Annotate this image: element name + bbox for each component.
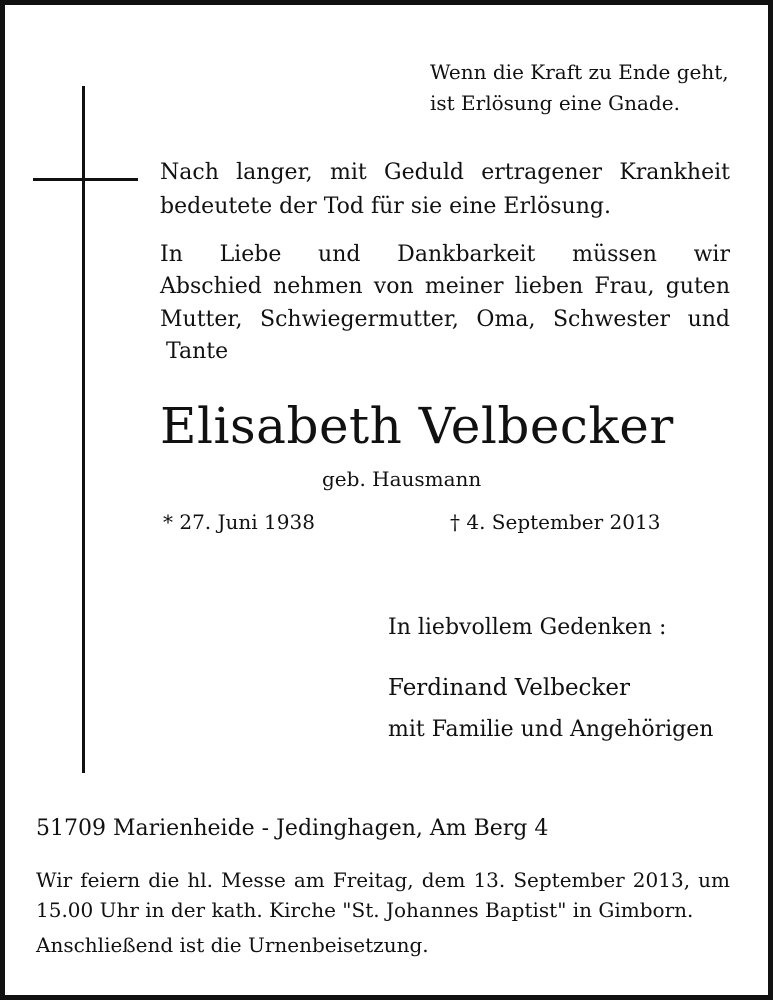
intro-line-1: Nach langer, mit Geduld ertragener Krankheit: [160, 160, 730, 185]
birth-name: geb. Hausmann: [322, 467, 482, 491]
address: 51709 Marienheide - Jedinghagen, Am Berg 4: [36, 816, 549, 841]
burial-note: Anschließend ist die Urnenbeisetzung.: [36, 933, 429, 957]
deceased-name: Elisabeth Velbecker: [160, 397, 674, 455]
cross-icon-horizontal: [33, 178, 138, 181]
mourner-family: mit Familie und Angehörigen: [388, 717, 714, 742]
intro-line-2: bedeutete der Tod für sie eine Erlösung.: [160, 194, 611, 219]
mourner-name: Ferdinand Velbecker: [388, 675, 630, 701]
motto-line-1: Wenn die Kraft zu Ende geht,: [430, 60, 729, 84]
tribute-line-4: Tante: [166, 339, 229, 364]
mourners-heading: In liebvollem Gedenken :: [388, 615, 667, 640]
motto-line-2: ist Erlösung eine Gnade.: [430, 91, 680, 115]
tribute-line-2: Abschied nehmen von meiner lieben Frau, guten: [160, 274, 730, 299]
tribute-line-1: In Liebe und Dankbarkeit müssen wir: [160, 242, 730, 267]
mass-line-2: 15.00 Uhr in der kath. Kirche "St. Johannes Baptist" in Gimborn.: [36, 898, 694, 922]
mass-line-1: Wir feiern die hl. Messe am Freitag, dem 13. September 2013, um: [36, 868, 730, 892]
tribute-line-3: Mutter, Schwiegermutter, Oma, Schwester und: [160, 307, 730, 332]
birth-date: * 27. Juni 1938: [163, 510, 315, 534]
death-date: † 4. September 2013: [450, 510, 661, 534]
cross-icon-vertical: [82, 86, 85, 773]
